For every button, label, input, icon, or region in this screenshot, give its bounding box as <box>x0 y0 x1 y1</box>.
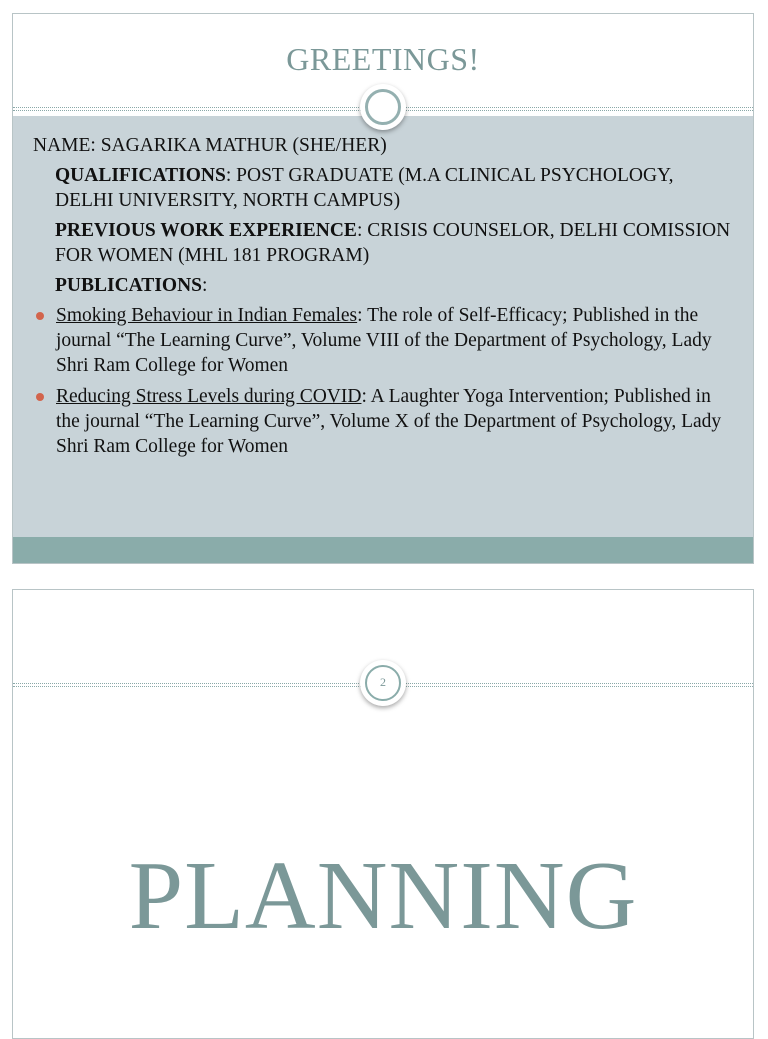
slide-body <box>33 133 733 465</box>
publications-label: PUBLICATIONS <box>55 275 203 296</box>
experience-label: PREVIOUS WORK EXPERIENCE <box>55 220 357 241</box>
publications-list <box>33 303 733 459</box>
name-line: NAME: SAGARIKA MATHUR (SHE/HER) <box>33 135 387 156</box>
qualifications-label: QUALIFICATIONS <box>55 165 226 186</box>
qualifications-value: : POST GRADUATE (M.A CLINICAL PSYCHOLOGY, DELHI UNIVERSITY, NORTH CAMPUS) <box>55 165 674 211</box>
footer-band <box>13 537 753 564</box>
experience-line <box>33 218 733 268</box>
publications-heading <box>33 273 733 298</box>
publication-title: Reducing Stress Levels during COVID <box>56 386 362 407</box>
slide-number: 2 <box>380 675 386 689</box>
ring-badge-icon <box>360 84 406 130</box>
slide-title: GREETINGS! <box>286 41 480 77</box>
qualifications-line <box>33 163 733 213</box>
list-item <box>33 384 733 459</box>
slide-number-badge <box>360 660 406 706</box>
section-title: PLANNING <box>128 842 638 950</box>
publication-details: : A Laughter Yoga Intervention; Published in the journal “The Learning Curve”, Volume X of the Department of Psychology, Lady Shri Ram College for Women <box>56 386 722 457</box>
publication-details: : The role of Self-Efficacy; Published in the journal “The Learning Curve”, Volume VIII of the Department of Psychology, Lady Shri Ram College for Women <box>56 305 712 376</box>
publication-title: Smoking Behaviour in Indian Females <box>56 305 358 326</box>
publications-colon: : <box>202 275 208 296</box>
slide-planning <box>12 589 754 1039</box>
experience-value: : CRISIS COUNSELOR, DELHI COMISSION FOR WOMEN (MHL 181 PROGRAM) <box>55 220 731 266</box>
slide-greetings <box>12 13 754 564</box>
list-item <box>33 303 733 378</box>
